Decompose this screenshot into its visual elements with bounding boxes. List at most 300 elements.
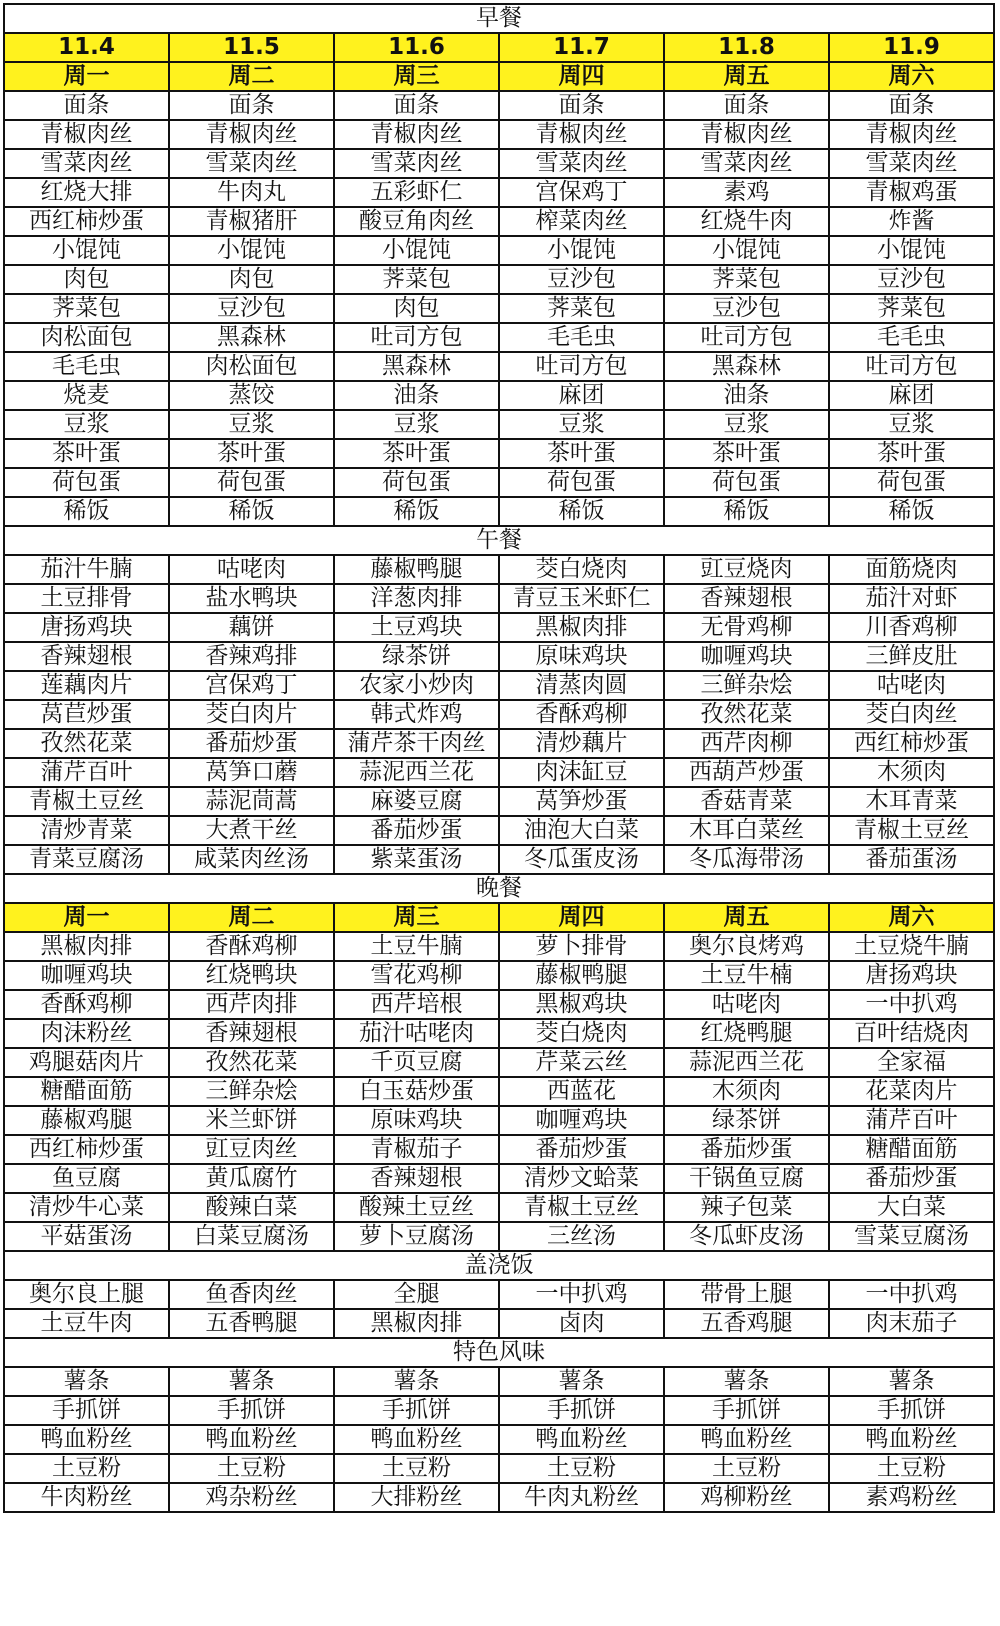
dish-cell: 冬瓜虾皮汤 — [664, 1222, 829, 1251]
dish-cell: 孜然花菜 — [4, 729, 169, 758]
dish-cell: 香辣翅根 — [4, 642, 169, 671]
dish-cell: 茶叶蛋 — [499, 439, 664, 468]
dish-cell: 毛毛虫 — [499, 323, 664, 352]
breakfast-row — [4, 294, 994, 323]
dish-cell: 土豆粉 — [829, 1454, 994, 1483]
dish-cell: 青椒土豆丝 — [499, 1193, 664, 1222]
dish-cell: 手抓饼 — [664, 1396, 829, 1425]
dish-cell: 香酥鸡柳 — [4, 990, 169, 1019]
breakfast-row — [4, 91, 994, 120]
dish-cell: 香辣翅根 — [664, 584, 829, 613]
dish-cell: 豆浆 — [499, 410, 664, 439]
dish-cell: 雪菜肉丝 — [829, 149, 994, 178]
specialty-section-title: 特色风味 — [4, 1338, 994, 1367]
dish-cell: 豆沙包 — [169, 294, 334, 323]
dish-cell: 茭白烧肉 — [499, 555, 664, 584]
dish-cell: 鸡腿菇肉片 — [4, 1048, 169, 1077]
dish-cell: 宫保鸡丁 — [169, 671, 334, 700]
dish-cell: 白菜豆腐汤 — [169, 1222, 334, 1251]
dish-cell: 手抓饼 — [334, 1396, 499, 1425]
dish-cell: 吐司方包 — [664, 323, 829, 352]
dish-cell: 番茄炒蛋 — [499, 1135, 664, 1164]
dish-cell: 三鲜杂烩 — [169, 1077, 334, 1106]
dish-cell: 干锅鱼豆腐 — [664, 1164, 829, 1193]
dish-cell: 酸辣土豆丝 — [334, 1193, 499, 1222]
dinner-row — [4, 1019, 994, 1048]
dinner-row — [4, 1164, 994, 1193]
bottom-margin — [0, 1603, 1000, 1626]
dish-cell: 土豆粉 — [664, 1454, 829, 1483]
weekday-header-row — [4, 62, 994, 91]
dish-cell: 荠菜包 — [829, 294, 994, 323]
dish-cell: 青椒鸡蛋 — [829, 178, 994, 207]
dinner-row — [4, 932, 994, 961]
lunch-row — [4, 758, 994, 787]
dish-cell: 肉包 — [334, 294, 499, 323]
dish-cell: 唐扬鸡块 — [4, 613, 169, 642]
dish-cell: 烧麦 — [4, 381, 169, 410]
dish-cell: 肉包 — [169, 265, 334, 294]
dish-cell: 韩式炸鸡 — [334, 700, 499, 729]
lunch-row — [4, 845, 994, 874]
dish-cell: 茶叶蛋 — [169, 439, 334, 468]
dish-cell: 豆沙包 — [499, 265, 664, 294]
weekday-header-row-cell: 周六 — [829, 62, 994, 91]
dish-cell: 麻团 — [829, 381, 994, 410]
dish-cell: 荷包蛋 — [664, 468, 829, 497]
dish-cell: 雪菜豆腐汤 — [829, 1222, 994, 1251]
dish-cell: 肉沫粉丝 — [4, 1019, 169, 1048]
rice-bowl-row — [4, 1280, 994, 1309]
lunch-row — [4, 613, 994, 642]
breakfast-row — [4, 207, 994, 236]
dish-cell: 面条 — [829, 91, 994, 120]
dish-cell: 青椒肉丝 — [4, 120, 169, 149]
breakfast-row — [4, 468, 994, 497]
dish-cell: 豆沙包 — [829, 265, 994, 294]
dish-cell: 原味鸡块 — [334, 1106, 499, 1135]
date-header-row-cell: 11.8 — [664, 33, 829, 62]
rice-bowl-section-row — [4, 1251, 994, 1280]
dish-cell: 紫菜蛋汤 — [334, 845, 499, 874]
dish-cell: 木耳白菜丝 — [664, 816, 829, 845]
dinner-weekday-header-row-cell: 周五 — [664, 903, 829, 932]
dish-cell: 荠菜包 — [499, 294, 664, 323]
dish-cell: 西红柿炒蛋 — [4, 1135, 169, 1164]
breakfast-row — [4, 497, 994, 526]
dish-cell: 香辣鸡排 — [169, 642, 334, 671]
dish-cell: 麻团 — [499, 381, 664, 410]
dish-cell: 鱼香肉丝 — [169, 1280, 334, 1309]
dish-cell: 咖喱鸡块 — [499, 1106, 664, 1135]
menu-table-body — [4, 4, 994, 1512]
dish-cell: 青椒猪肝 — [169, 207, 334, 236]
rice-bowl-row — [4, 1309, 994, 1338]
dish-cell: 西芹肉排 — [169, 990, 334, 1019]
dish-cell: 黑森林 — [334, 352, 499, 381]
dish-cell: 茶叶蛋 — [4, 439, 169, 468]
dinner-weekday-header-row-cell: 周二 — [169, 903, 334, 932]
dish-cell: 绿茶饼 — [664, 1106, 829, 1135]
lunch-row — [4, 729, 994, 758]
dinner-row — [4, 1106, 994, 1135]
dish-cell: 茶叶蛋 — [829, 439, 994, 468]
dish-cell: 酸豆角肉丝 — [334, 207, 499, 236]
menu-sheet — [3, 3, 993, 1513]
rice-bowl-section-title: 盖浇饭 — [4, 1251, 994, 1280]
dish-cell: 土豆排骨 — [4, 584, 169, 613]
dish-cell: 油泡大白菜 — [499, 816, 664, 845]
dish-cell: 荠菜包 — [4, 294, 169, 323]
specialty-row — [4, 1425, 994, 1454]
dish-cell: 香辣翅根 — [169, 1019, 334, 1048]
dish-cell: 小馄饨 — [169, 236, 334, 265]
dish-cell: 土豆粉 — [499, 1454, 664, 1483]
dish-cell: 藤椒鸡腿 — [4, 1106, 169, 1135]
dish-cell: 荷包蛋 — [334, 468, 499, 497]
dish-cell: 青豆玉米虾仁 — [499, 584, 664, 613]
date-header-row — [4, 33, 994, 62]
dish-cell: 茄汁牛腩 — [4, 555, 169, 584]
dish-cell: 蒲芹百叶 — [4, 758, 169, 787]
dish-cell: 咕咾肉 — [664, 990, 829, 1019]
dish-cell: 咖喱鸡块 — [664, 642, 829, 671]
dish-cell: 一中扒鸡 — [499, 1280, 664, 1309]
dish-cell: 牛肉丸 — [169, 178, 334, 207]
dish-cell: 青椒土豆丝 — [829, 816, 994, 845]
dish-cell: 平菇蛋汤 — [4, 1222, 169, 1251]
dish-cell: 清炒青菜 — [4, 816, 169, 845]
breakfast-row — [4, 352, 994, 381]
dish-cell: 五彩虾仁 — [334, 178, 499, 207]
dinner-row — [4, 1135, 994, 1164]
dish-cell: 豆浆 — [169, 410, 334, 439]
dish-cell: 百叶结烧肉 — [829, 1019, 994, 1048]
dish-cell: 薯条 — [664, 1367, 829, 1396]
dish-cell: 黑森林 — [664, 352, 829, 381]
dish-cell: 豇豆烧肉 — [664, 555, 829, 584]
dish-cell: 红烧大排 — [4, 178, 169, 207]
dish-cell: 香辣翅根 — [334, 1164, 499, 1193]
dish-cell: 黑椒肉排 — [4, 932, 169, 961]
dish-cell: 土豆牛楠 — [664, 961, 829, 990]
dish-cell: 清炒文蛤菜 — [499, 1164, 664, 1193]
dish-cell: 雪菜肉丝 — [334, 149, 499, 178]
dish-cell: 肉沫缸豆 — [499, 758, 664, 787]
dish-cell: 油条 — [664, 381, 829, 410]
dish-cell: 清炒藕片 — [499, 729, 664, 758]
dish-cell: 荠菜包 — [334, 265, 499, 294]
specialty-row — [4, 1454, 994, 1483]
dish-cell: 肉末茄子 — [829, 1309, 994, 1338]
dish-cell: 咕咾肉 — [169, 555, 334, 584]
dish-cell: 吐司方包 — [829, 352, 994, 381]
dish-cell: 牛肉丸粉丝 — [499, 1483, 664, 1512]
dish-cell: 西芹培根 — [334, 990, 499, 1019]
dish-cell: 荷包蛋 — [499, 468, 664, 497]
dish-cell: 奥尔良烤鸡 — [664, 932, 829, 961]
dish-cell: 鸭血粉丝 — [499, 1425, 664, 1454]
lunch-row — [4, 787, 994, 816]
dish-cell: 茶叶蛋 — [334, 439, 499, 468]
dish-cell: 香菇青菜 — [664, 787, 829, 816]
dish-cell: 鱼豆腐 — [4, 1164, 169, 1193]
weekly-menu-table — [3, 3, 995, 1513]
dish-cell: 红烧牛肉 — [664, 207, 829, 236]
dish-cell: 番茄炒蛋 — [334, 816, 499, 845]
breakfast-row — [4, 149, 994, 178]
dish-cell: 荷包蛋 — [169, 468, 334, 497]
dish-cell: 青椒土豆丝 — [4, 787, 169, 816]
specialty-section-row — [4, 1338, 994, 1367]
date-header-row-cell: 11.4 — [4, 33, 169, 62]
dish-cell: 黑椒鸡块 — [499, 990, 664, 1019]
dish-cell: 糖醋面筋 — [4, 1077, 169, 1106]
dish-cell: 青椒肉丝 — [169, 120, 334, 149]
dish-cell: 豆浆 — [334, 410, 499, 439]
dish-cell: 土豆牛腩 — [334, 932, 499, 961]
weekday-header-row-cell: 周二 — [169, 62, 334, 91]
dish-cell: 小馄饨 — [664, 236, 829, 265]
breakfast-row — [4, 265, 994, 294]
dish-cell: 肉包 — [4, 265, 169, 294]
dish-cell: 黑椒肉排 — [334, 1309, 499, 1338]
dish-cell: 面筋烧肉 — [829, 555, 994, 584]
dish-cell: 糖醋面筋 — [829, 1135, 994, 1164]
dish-cell: 五香鸡腿 — [664, 1309, 829, 1338]
breakfast-row — [4, 410, 994, 439]
dinner-weekday-header-row-cell: 周六 — [829, 903, 994, 932]
date-header-row-cell: 11.5 — [169, 33, 334, 62]
lunch-row — [4, 700, 994, 729]
dish-cell: 吐司方包 — [334, 323, 499, 352]
dish-cell: 西蓝花 — [499, 1077, 664, 1106]
dish-cell: 荷包蛋 — [829, 468, 994, 497]
dish-cell: 带骨上腿 — [664, 1280, 829, 1309]
dish-cell: 番茄炒蛋 — [664, 1135, 829, 1164]
dish-cell: 面条 — [4, 91, 169, 120]
date-header-row-cell: 11.9 — [829, 33, 994, 62]
dish-cell: 小馄饨 — [334, 236, 499, 265]
weekday-header-row-cell: 周三 — [334, 62, 499, 91]
dish-cell: 西红柿炒蛋 — [829, 729, 994, 758]
dish-cell: 牛肉粉丝 — [4, 1483, 169, 1512]
dish-cell: 千页豆腐 — [334, 1048, 499, 1077]
specialty-row — [4, 1483, 994, 1512]
weekday-header-row-cell: 周四 — [499, 62, 664, 91]
dish-cell: 无骨鸡柳 — [664, 613, 829, 642]
dish-cell: 炸酱 — [829, 207, 994, 236]
dish-cell: 萝卜排骨 — [499, 932, 664, 961]
breakfast-section-title: 早餐 — [4, 4, 994, 33]
dish-cell: 手抓饼 — [169, 1396, 334, 1425]
dish-cell: 番茄蛋汤 — [829, 845, 994, 874]
dish-cell: 土豆烧牛腩 — [829, 932, 994, 961]
dish-cell: 咸菜肉丝汤 — [169, 845, 334, 874]
dish-cell: 西芹肉柳 — [664, 729, 829, 758]
dish-cell: 洋葱肉排 — [334, 584, 499, 613]
dish-cell: 薯条 — [169, 1367, 334, 1396]
dish-cell: 豆沙包 — [664, 294, 829, 323]
dish-cell: 藕饼 — [169, 613, 334, 642]
dish-cell: 吐司方包 — [499, 352, 664, 381]
dish-cell: 绿茶饼 — [334, 642, 499, 671]
dish-cell: 茭白肉丝 — [829, 700, 994, 729]
dish-cell: 鸭血粉丝 — [664, 1425, 829, 1454]
dish-cell: 花菜肉片 — [829, 1077, 994, 1106]
dinner-weekday-header-row-cell: 周一 — [4, 903, 169, 932]
dish-cell: 酸辣白菜 — [169, 1193, 334, 1222]
breakfast-row — [4, 120, 994, 149]
dish-cell: 黑椒肉排 — [499, 613, 664, 642]
dish-cell: 莲藕肉片 — [4, 671, 169, 700]
dinner-weekday-header-row-cell: 周四 — [499, 903, 664, 932]
dish-cell: 萝卜豆腐汤 — [334, 1222, 499, 1251]
dish-cell: 咕咾肉 — [829, 671, 994, 700]
dish-cell: 全家福 — [829, 1048, 994, 1077]
dish-cell: 雪花鸡柳 — [334, 961, 499, 990]
dish-cell: 红烧鸭腿 — [664, 1019, 829, 1048]
dish-cell: 茭白肉片 — [169, 700, 334, 729]
dish-cell: 雪菜肉丝 — [4, 149, 169, 178]
breakfast-row — [4, 178, 994, 207]
dish-cell: 三鲜杂烩 — [664, 671, 829, 700]
dish-cell: 薯条 — [4, 1367, 169, 1396]
dish-cell: 面条 — [334, 91, 499, 120]
dish-cell: 小馄饨 — [499, 236, 664, 265]
dish-cell: 西葫芦炒蛋 — [664, 758, 829, 787]
breakfast-row — [4, 323, 994, 352]
dish-cell: 素鸡 — [664, 178, 829, 207]
dinner-row — [4, 961, 994, 990]
dish-cell: 薯条 — [334, 1367, 499, 1396]
dish-cell: 蒸饺 — [169, 381, 334, 410]
dish-cell: 青椒肉丝 — [334, 120, 499, 149]
dish-cell: 川香鸡柳 — [829, 613, 994, 642]
dish-cell: 豇豆肉丝 — [169, 1135, 334, 1164]
dish-cell: 孜然花菜 — [169, 1048, 334, 1077]
dish-cell: 青椒肉丝 — [664, 120, 829, 149]
dish-cell: 宫保鸡丁 — [499, 178, 664, 207]
dish-cell: 清炒牛心菜 — [4, 1193, 169, 1222]
dish-cell: 全腿 — [334, 1280, 499, 1309]
dish-cell: 五香鸭腿 — [169, 1309, 334, 1338]
dish-cell: 木须肉 — [829, 758, 994, 787]
dish-cell: 冬瓜海带汤 — [664, 845, 829, 874]
lunch-section-title: 午餐 — [4, 526, 994, 555]
dish-cell: 黄瓜腐竹 — [169, 1164, 334, 1193]
breakfast-section-row — [4, 4, 994, 33]
dish-cell: 一中扒鸡 — [829, 1280, 994, 1309]
dish-cell: 面条 — [169, 91, 334, 120]
dish-cell: 香酥鸡柳 — [499, 700, 664, 729]
date-header-row-cell: 11.6 — [334, 33, 499, 62]
lunch-row — [4, 816, 994, 845]
dish-cell: 鸭血粉丝 — [169, 1425, 334, 1454]
dish-cell: 藤椒鸭腿 — [499, 961, 664, 990]
dish-cell: 豆浆 — [829, 410, 994, 439]
dish-cell: 土豆牛肉 — [4, 1309, 169, 1338]
dish-cell: 素鸡粉丝 — [829, 1483, 994, 1512]
dish-cell: 鸡杂粉丝 — [169, 1483, 334, 1512]
dish-cell: 茶叶蛋 — [664, 439, 829, 468]
dish-cell: 土豆粉 — [169, 1454, 334, 1483]
dish-cell: 孜然花菜 — [664, 700, 829, 729]
dish-cell: 蒲芹茶干肉丝 — [334, 729, 499, 758]
lunch-row — [4, 642, 994, 671]
dish-cell: 面条 — [499, 91, 664, 120]
dish-cell: 茭白烧肉 — [499, 1019, 664, 1048]
dish-cell: 三丝汤 — [499, 1222, 664, 1251]
dish-cell: 雪菜肉丝 — [664, 149, 829, 178]
dinner-section-row — [4, 874, 994, 903]
dinner-row — [4, 990, 994, 1019]
dish-cell: 黑森林 — [169, 323, 334, 352]
dish-cell: 大煮干丝 — [169, 816, 334, 845]
dish-cell: 莴笋口蘑 — [169, 758, 334, 787]
dish-cell: 土豆鸡块 — [334, 613, 499, 642]
dish-cell: 青菜豆腐汤 — [4, 845, 169, 874]
dinner-weekday-header-row-cell: 周三 — [334, 903, 499, 932]
dish-cell: 奥尔良上腿 — [4, 1280, 169, 1309]
dish-cell: 木须肉 — [664, 1077, 829, 1106]
dish-cell: 藤椒鸭腿 — [334, 555, 499, 584]
dish-cell: 蒜泥茼蒿 — [169, 787, 334, 816]
dish-cell: 肉松面包 — [169, 352, 334, 381]
dish-cell: 手抓饼 — [4, 1396, 169, 1425]
dish-cell: 大排粉丝 — [334, 1483, 499, 1512]
dish-cell: 荠菜包 — [664, 265, 829, 294]
dish-cell: 卤肉 — [499, 1309, 664, 1338]
dish-cell: 毛毛虫 — [4, 352, 169, 381]
dish-cell: 手抓饼 — [829, 1396, 994, 1425]
dish-cell: 米兰虾饼 — [169, 1106, 334, 1135]
dish-cell: 茄汁咕咾肉 — [334, 1019, 499, 1048]
dish-cell: 芹菜云丝 — [499, 1048, 664, 1077]
date-header-row-cell: 11.7 — [499, 33, 664, 62]
dinner-section-title: 晚餐 — [4, 874, 994, 903]
dish-cell: 蒜泥西兰花 — [334, 758, 499, 787]
dish-cell: 唐扬鸡块 — [829, 961, 994, 990]
lunch-section-row — [4, 526, 994, 555]
dish-cell: 鸭血粉丝 — [829, 1425, 994, 1454]
breakfast-row — [4, 236, 994, 265]
lunch-row — [4, 555, 994, 584]
dinner-row — [4, 1048, 994, 1077]
dish-cell: 蒲芹百叶 — [829, 1106, 994, 1135]
dish-cell: 土豆粉 — [4, 1454, 169, 1483]
dish-cell: 豆浆 — [4, 410, 169, 439]
dish-cell: 稀饭 — [169, 497, 334, 526]
dish-cell: 毛毛虫 — [829, 323, 994, 352]
dish-cell: 辣子包菜 — [664, 1193, 829, 1222]
dish-cell: 农家小炒肉 — [334, 671, 499, 700]
dish-cell: 红烧鸭块 — [169, 961, 334, 990]
weekday-header-row-cell: 周一 — [4, 62, 169, 91]
dish-cell: 薯条 — [499, 1367, 664, 1396]
dish-cell: 莴笋炒蛋 — [499, 787, 664, 816]
dish-cell: 肉松面包 — [4, 323, 169, 352]
dish-cell: 咖喱鸡块 — [4, 961, 169, 990]
specialty-row — [4, 1396, 994, 1425]
dish-cell: 荷包蛋 — [4, 468, 169, 497]
dinner-row — [4, 1222, 994, 1251]
dish-cell: 稀饭 — [499, 497, 664, 526]
dish-cell: 香酥鸡柳 — [169, 932, 334, 961]
dinner-row — [4, 1193, 994, 1222]
dish-cell: 面条 — [664, 91, 829, 120]
dish-cell: 小馄饨 — [4, 236, 169, 265]
